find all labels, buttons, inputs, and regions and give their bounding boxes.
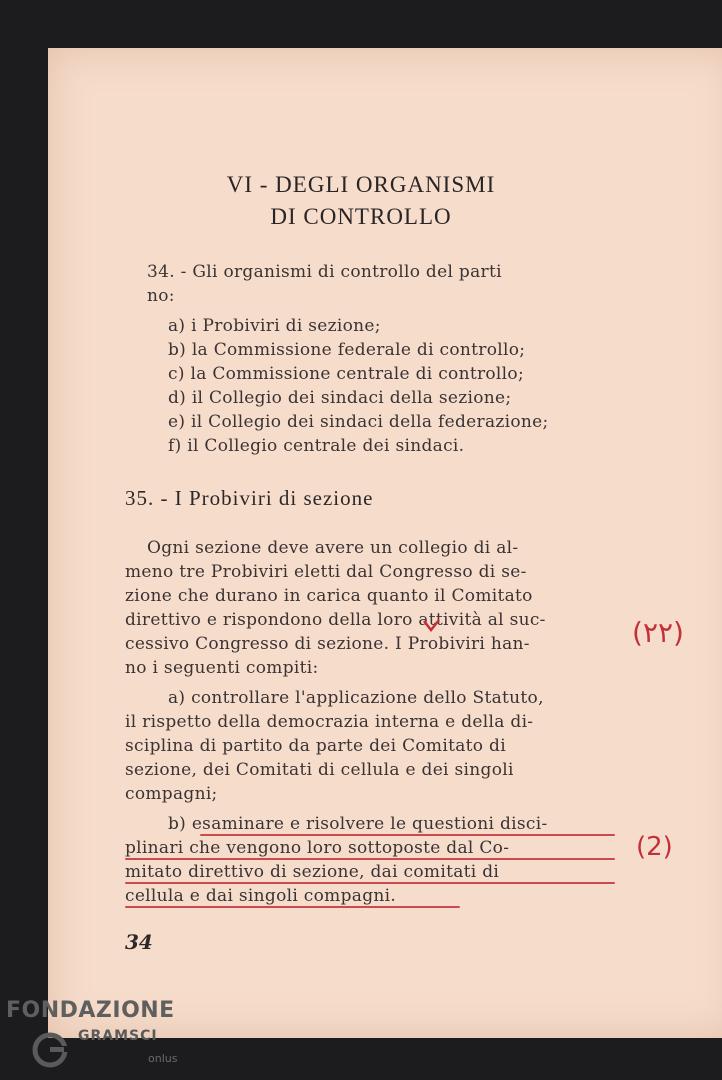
- article-35-item-b-line-3: mitato direttivo di sezione, dai comitati di: [125, 862, 500, 882]
- article-34-item-f: f) il Collegio centrale dei sindaci.: [168, 436, 465, 456]
- red-underline-1: [200, 834, 615, 836]
- chapter-heading-line-2: DI CONTROLLO: [270, 204, 452, 229]
- watermark-suffix: onlus: [148, 1052, 178, 1065]
- article-35-item-a-line-4: sezione, dei Comitati di cellula e dei singoli: [125, 760, 514, 780]
- article-35-item-a-line-3: sciplina di partito da parte dei Comitato di: [125, 736, 506, 756]
- article-35-item-b-line-1: b) esaminare e risolvere le questioni disci-: [168, 814, 548, 834]
- article-35-item-a-line-5: compagni;: [125, 784, 218, 804]
- article-35-para-line-1: Ogni sezione deve avere un collegio di al-: [147, 538, 519, 558]
- article-34-item-e: e) il Collegio dei sindaci della federazione;: [168, 412, 549, 432]
- watermark-name: FONDAZIONE: [6, 998, 175, 1023]
- article-35-para-line-3: zione che durano in carica quanto il Comitato: [125, 586, 533, 606]
- article-34-intro-line-1: 34. - Gli organismi di controllo del parti: [147, 262, 502, 282]
- article-35-item-a-line-2: il rispetto della democrazia interna e della di-: [125, 712, 534, 732]
- article-35-para-line-5: cessivo Congresso di sezione. I Probiviri han-: [125, 634, 530, 654]
- article-35-para-line-2: meno tre Probiviri eletti dal Congresso di se-: [125, 562, 527, 582]
- article-34-item-c: c) la Commissione centrale di controllo;: [168, 364, 524, 384]
- red-underline-4: [125, 906, 460, 908]
- article-34-item-b: b) la Commissione federale di controllo;: [168, 340, 526, 360]
- watermark-name-2: GRAMSCI: [78, 1028, 158, 1044]
- margin-note-2: (2): [636, 832, 673, 862]
- page-number: 34: [125, 930, 153, 954]
- red-underline-3: [125, 882, 615, 884]
- article-35-item-b-line-4: cellula e dai singoli compagni.: [125, 886, 397, 906]
- article-34-intro-line-2: no:: [147, 286, 175, 306]
- article-34-item-d: d) il Collegio dei sindaci della sezione;: [168, 388, 512, 408]
- article-35-para-line-6: no i seguenti compiti:: [125, 658, 319, 678]
- article-35-para-line-4: direttivo e rispondono della loro attività al suc-: [125, 610, 546, 630]
- margin-note-1: (٢٢): [632, 616, 684, 649]
- article-35-item-b-line-2: plinari che vengono loro sottoposte dal Co-: [125, 838, 510, 858]
- red-underline-2: [125, 858, 615, 860]
- chapter-heading-line-1: VI - DEGLI ORGANISMI: [226, 172, 496, 197]
- article-35-item-a-line-1: a) controllare l'applicazione dello Statuto,: [168, 688, 544, 708]
- article-34-item-a: a) i Probiviri di sezione;: [168, 316, 381, 336]
- foundation-logo-icon: [30, 1030, 70, 1070]
- red-check-mark-icon: [422, 618, 442, 638]
- article-35-title: 35. - I Probiviri di sezione: [125, 486, 374, 510]
